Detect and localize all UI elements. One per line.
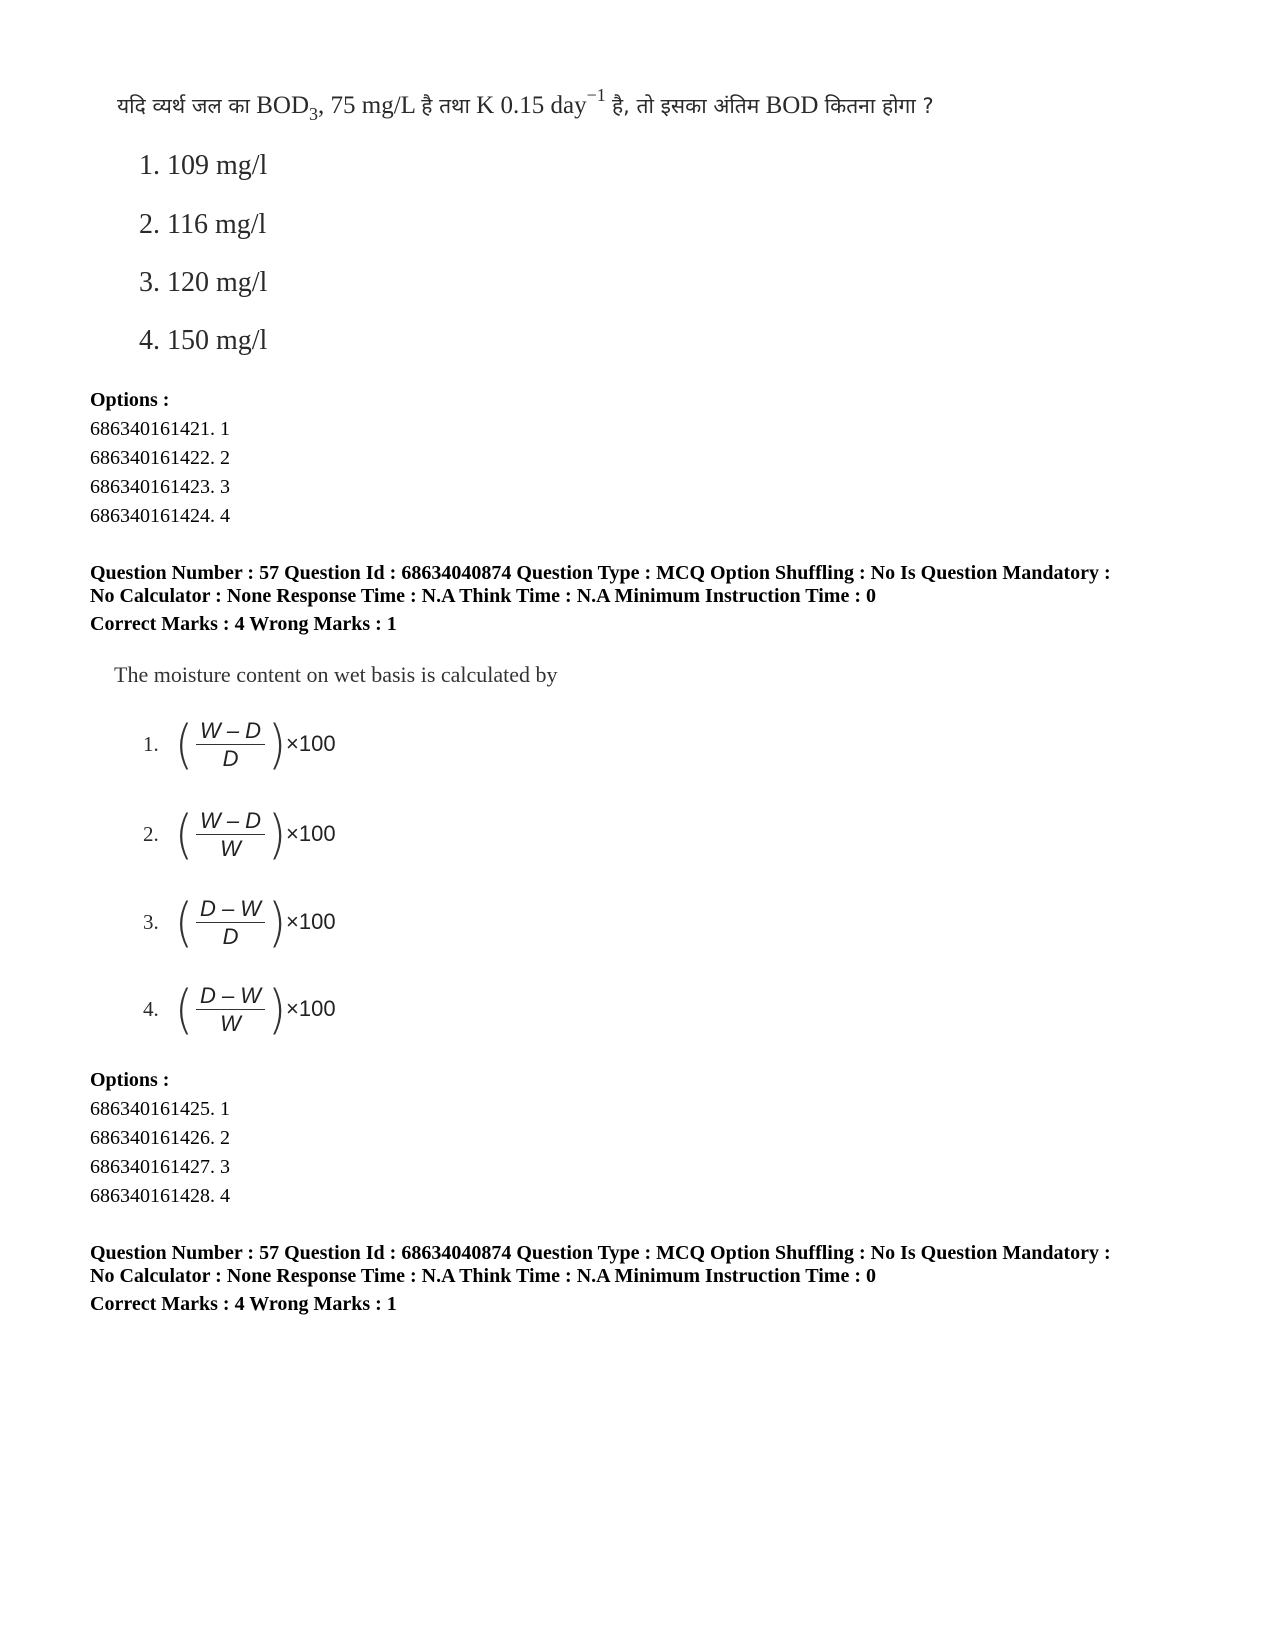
fraction-denominator: D xyxy=(222,745,239,771)
q57-choice-label: 3. xyxy=(143,909,159,934)
option-id: 686340161425. 1 xyxy=(90,1098,230,1120)
q57-choice-label: 4. xyxy=(143,996,159,1021)
multiplier: ×100 xyxy=(286,821,336,846)
option-id: 686340161421. 1 xyxy=(90,418,230,440)
q56-prompt-k-sup: −1 xyxy=(586,85,606,105)
q57-choice-label: 2. xyxy=(143,821,159,846)
q57-meta xyxy=(90,562,1240,636)
multiplier: ×100 xyxy=(286,731,336,756)
fraction-numerator: W – D xyxy=(196,808,265,835)
options-label: Options : xyxy=(90,1069,170,1091)
options-label: Options : xyxy=(90,389,170,411)
q57-marks: Correct Marks : 4 Wrong Marks : 1 xyxy=(90,613,397,635)
q58-meta-line-2: No Calculator : None Response Time : N.A Think Time : N.A Minimum Instruction Time : 0 xyxy=(90,1265,876,1287)
q57-choice xyxy=(143,804,336,864)
q56-prompt-k: K 0.15 day xyxy=(476,92,587,119)
fraction-numerator: D – W xyxy=(196,983,265,1010)
q56-prompt-hindi-2: है तथा xyxy=(421,94,470,118)
fraction xyxy=(193,983,268,1036)
q57-choice xyxy=(143,714,336,774)
multiplier: ×100 xyxy=(286,996,336,1021)
q58-meta xyxy=(90,1242,1240,1316)
left-paren: ( xyxy=(175,890,193,954)
q56-prompt-bod-sub: 3 xyxy=(309,104,319,124)
q56-prompt-hindi-3: है, तो इसका अंतिम xyxy=(611,94,760,118)
right-paren: ) xyxy=(268,802,287,866)
right-paren: ) xyxy=(268,977,287,1041)
q57-options xyxy=(90,1066,230,1211)
q56-choice: 2. 116 mg/l xyxy=(139,209,267,240)
q57-choice xyxy=(143,979,336,1039)
option-id: 686340161428. 4 xyxy=(90,1185,230,1207)
right-paren: ) xyxy=(268,890,287,954)
q56-prompt-hindi-4: कितना होगा ? xyxy=(824,94,934,118)
q57-choices xyxy=(143,714,336,1039)
fraction-numerator: D – W xyxy=(196,896,265,923)
q57-meta-line-1: Question Number : 57 Question Id : 68634040874 Question Type : MCQ Option Shuffling : No Is Question Mandatory : xyxy=(90,562,1111,584)
q56-choice: 4. 150 mg/l xyxy=(139,325,268,356)
q56-prompt-bod: BOD xyxy=(256,92,310,119)
fraction-numerator: W – D xyxy=(196,718,265,745)
fraction-denominator: W xyxy=(220,835,241,861)
fraction-denominator: D xyxy=(222,923,239,949)
left-paren: ( xyxy=(175,712,193,776)
right-paren: ) xyxy=(268,712,287,776)
q56-prompt-value: , 75 mg/L xyxy=(318,92,416,119)
q57-choice xyxy=(143,892,336,952)
q57-meta-line-2: No Calculator : None Response Time : N.A Think Time : N.A Minimum Instruction Time : 0 xyxy=(90,585,876,607)
q57-choice-label: 1. xyxy=(143,731,159,756)
left-paren: ( xyxy=(175,802,193,866)
q56-prompt-hindi-1: यदि व्यर्थ जल का xyxy=(117,94,250,118)
q56-choice: 3. 120 mg/l xyxy=(139,267,268,298)
option-id: 686340161427. 3 xyxy=(90,1156,230,1178)
fraction xyxy=(193,718,268,771)
fraction xyxy=(193,808,268,861)
q57-prompt: The moisture content on wet basis is calculated by xyxy=(114,662,558,687)
option-id: 686340161423. 3 xyxy=(90,476,230,498)
option-id: 686340161424. 4 xyxy=(90,505,230,527)
left-paren: ( xyxy=(175,977,193,1041)
q58-marks: Correct Marks : 4 Wrong Marks : 1 xyxy=(90,1293,397,1315)
option-id: 686340161426. 2 xyxy=(90,1127,230,1149)
option-id: 686340161422. 2 xyxy=(90,447,230,469)
q56-choice: 1. 109 mg/l xyxy=(139,150,268,181)
fraction-denominator: W xyxy=(220,1010,241,1036)
q56-options xyxy=(90,386,230,531)
q58-meta-line-1: Question Number : 57 Question Id : 68634040874 Question Type : MCQ Option Shuffling : No Is Question Mandatory : xyxy=(90,1242,1111,1264)
fraction xyxy=(193,896,268,949)
multiplier: ×100 xyxy=(286,909,336,934)
q56-prompt-bod-2: BOD xyxy=(765,92,819,119)
q56-prompt xyxy=(117,85,934,125)
